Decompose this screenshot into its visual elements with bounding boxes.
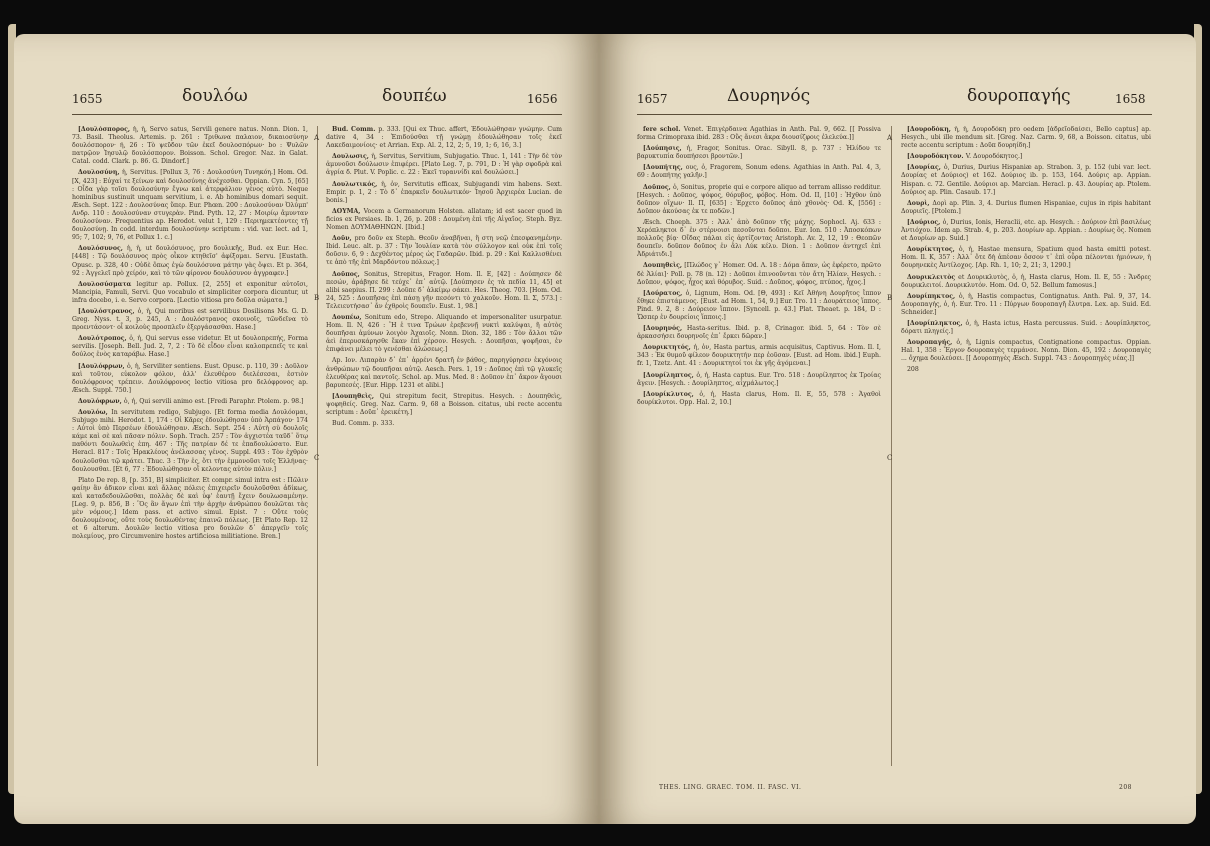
entry-paragraph xyxy=(72,245,308,277)
entry-lemma: [Δουροδόκη, xyxy=(907,126,955,133)
entry-lemma: [Δουρίκλυτος, xyxy=(643,390,700,398)
entry-lemma: Δουρὶ, xyxy=(907,199,933,207)
entry-lemma: [Δούριος, xyxy=(907,218,943,226)
entry-paragraph xyxy=(72,477,308,542)
entry-paragraph xyxy=(637,219,881,259)
entry-text: et Δουρικλυτὸς, ὁ, ἡ, Hasta clarus, Hom. Il. Ε, 55 : Ἄνδρες δουρικλειτοί. Δουρικλυτόν. Hom. Od. Ο, 52. Bellum famosus.] xyxy=(901,273,1151,289)
entry-paragraph xyxy=(901,320,1151,336)
entry-lemma: Δουλωσις, xyxy=(332,153,372,161)
entry-lemma: Δουλόσυνος, xyxy=(78,245,127,253)
entry-paragraph xyxy=(637,372,881,388)
entry-text: ὁ, ἡ, Hasta ictus, Hasta percussus. Suid. : Δουρίπληκτος, δόρατι πληγείς.] xyxy=(901,319,1151,336)
entry-text: ὁ, ἡ, Hastis compactus, Contignatus. Anth. Pal. 9, 37, 14. Δουροπαγής, ὁ, ἡ. Eur. Tro. 11 : Πύργων δουροπαγῆ ἔλυτρα. Lex. ap. Suid. Ed. Schneider.] xyxy=(901,292,1151,316)
left-margin-letter-c: C xyxy=(314,454,320,462)
entry-lemma: Δουλότροπος, xyxy=(78,335,130,343)
entry-paragraph xyxy=(326,314,562,354)
entry-lemma: Δουρίκτητος, xyxy=(907,246,959,254)
entry-lemma: [Δουροδόκητον. xyxy=(907,153,966,161)
entry-text: ἡ, Servitus. [Pollux 3, 76 : Δουλοσύνη Τυνηκόη.] Hom. Od. [X, 423] : Εὐχαί τε ξείνων καὶ δουλοσύνης ἀνέχεσθαι. Oppian. Cyn. 5, [65] : Οἶδα γὰρ τοῖσι δουλοσύνην ἔγνω καὶ ἀτερφάλιον γένος αὐτὸ. Neque hominibus sustinuit unquam servitium, i. e. Ab hominibus domari sequit. Æsch. Sept. 122 : Δουλοσύνας ὕπερ. Eur. Phœn. 200 : Δουλοσύναν Ὀλύμπ' Ανδρ. 110 : Δουλοσύναν στυγερὰν. Pind. Pyth. 12, 27 : Μοιρίῳ ἄμυνταν δουλοσύναν. Frequentius ap. Herodot. velut 1, 129 : Περιημεκτέοντες τῇ δουλοσύνῃ. In codd. interdum δουλοσύνην scriptum : vid. var. lect. ad 1, 95; 7, 102; 9, 76, et Pollux 1. c.] xyxy=(72,169,308,242)
entry-text: Hasta-seritus. Ibid. p. 8, Crinagor. ibid. 5, 64 : Τὸν σὲ ἀρκασσήσει δουρηνοῖς ἐπ᾽ ἔρκει δῶραν.] xyxy=(637,325,881,341)
entry-text: ὁ, Lignum, Hom. Od. [Θ, 493] : Κεῖ Ἀθήνη Δουρῆτος ἵππον ἔθηκε ἐπιστάμενος. [Eust. ad Hom. 1, 54, 9.] Eur. Tro. 11 : Δουράτειος ἵππος. Pind. 9. 2, 8 : Δούρειον ἵππον. [Syncell. p. 43.] Plat. Theaet. p. 184, D : Ὥσπερ ἐν δουρείοις ἵπποις.] xyxy=(637,289,881,321)
entry-text: ἡ, ἡ, Servo satus, Servili genere natus. Nonn. Dion. 1, 73. Basil. Theolus. Artemis. p. 261 : Τριθωνα παλαιον, δικαιοσύνην δουλόσπορον· ή, 26 : Τὸ ψεῦδον τῶν ἐκεῖ δουλοσπόρων· bo : Ψυλῶν πατρῷον Ἰησυλῷ δουλόσπορον. Boisson. Schol. Gregor. Naz. in Galat. Catal. codd. Clark. p. 86. G. Dindorf.] xyxy=(72,126,308,166)
entry-text: ἡ, ἡ, Δουροδόκη pro oedem [ἀδρεῖοδαίσει, Bello captus] ap. Hesych., ubi ille mendum sit. [Greg. Naz. Carm. 9, 68, a Boisson. citatus, ubi recte accentu scriptum : Δοῦπ δουρηίδη.] xyxy=(901,126,1151,150)
entry-lemma: fere schol. xyxy=(643,126,684,133)
left-running-head xyxy=(72,86,562,112)
entry-paragraph xyxy=(72,126,308,166)
entry-paragraph xyxy=(637,145,881,161)
entry-lemma: [Δουρηνός, xyxy=(643,325,687,333)
entry-lemma: [Δουλόφρων, xyxy=(78,362,127,370)
entry-text: pro δοῦν ex Steph. Θεοῦν ἀναβῆναι, ἢ στη νεῷ ἐπεσφανημένην. Ibid. Leuc. alt. p. 37 : Τὴν Ἰουλίαν κατὰ τὸν σύλλογον καὶ οὐκ ἐπὶ τοῖς δοῦσιν. 6, 9 : Δεχθέντος μέρος ὡς Γαδαρῶν. Ibid. p. 29 : Καὶ Καλλισθένει τε ἀπὸ τῆς ἐπὶ Μαρδόντου πόλεως.] xyxy=(326,235,562,267)
entry-paragraph xyxy=(901,246,1151,270)
left-column-2 xyxy=(326,126,562,776)
entry-text: Sonitum edo, Strepo. Aliquando et impersonaliter usurpatur. Hom. Il. N, 426 : Ἢ ἑ τινα Τρώων ἐρεβεννῇ νυκτὶ καλύψαι, ἢ αὐτὸς δουπῆσαι ἀμύνων λοιγὸν Ἀχαιοῖς. Nonn. Dion. 32, 186 : Τὸν ἄλλοι τῶν ἀεὶ ἐπερυσκάρησθε ἔκαν ἐπὶ χέρσον. Hesych. : Δουπῆσαι, ψοφῆσαι, ἐν ἐπιφάνει μέλει τὸ γενέσθαι ἀλώσεως.] xyxy=(326,313,562,354)
entry-lemma: [Δουπήτης, xyxy=(643,164,686,172)
column-trailer: Bud. Comm. p. 333. xyxy=(332,420,395,428)
right-margin-letter-b: B xyxy=(887,294,893,302)
entry-text: ὁ, Sonitus, proprie qui e corpore aliquo ad terram allisso redditur. [Hesych. : Δοῦπος, ψόφος, θόρυβος, φόβος. Hom. Od. II, [10] : Ἡχθον ὑπὸ δοῦπον οἴχων· Il. Π, [635] : Ἐρχετο δοῦπος ἀπὸ χθονὸς· Od. K, [556] : Δοῦπον ἀκούσας ἐκ τε ποδῶν.] xyxy=(637,183,881,215)
entry-paragraph xyxy=(901,153,1151,161)
entry-lemma: [Δουρίας, xyxy=(907,164,944,172)
entry-text: Æsch. Choeph. 375 : Ἀλλ᾽ ἀπὸ δοῦπον τῆς μάχης. Sophocl. Aj. 633 : Χερόπληκτοι δ᾽ ἐν στέρνοισι πεσοῦνται δοῦποι. Eur. Ion. 510 : Ἀποσκόπων πολλοῦς βίᾳ· Οἴδας πάλαι εἰς ἀρτίζοντας Aristoph. Av. 2, 12, 19 : Θεοπῶν δουπεῖν. δοῦπον δοῦπος ἐν ἅλι Λύκ κέλυ. Dion. 1 : Δοῦπον ἀντηχεῖ ἐπὶ Ἀδριάτιδι.] xyxy=(637,218,881,259)
entry-lemma: Δουλόω, xyxy=(78,409,112,416)
entry-text: ὁ, ἡ, Hastae mensura, Spatium quod hasta emitti potest. Hom. Il. Κ, 357 : Ἀλλ᾽ ὅτε δὴ ἀπέσαν ὅσσον τ᾽ ἐπὶ οὖρα πέλονται ἡμιόνων, ἡ δουρηνεκὲς Ἀντίλοχος. [Ap. Rh. 1, 10; 2, 21; 3, 1290.] xyxy=(901,246,1151,270)
left-head-rule xyxy=(72,114,562,115)
entry-text: ἡ, ὁν, Servitutis efficax, Subjugandi vim habens. Sext. Empir. p. 1, 2 : Τὸ δ᾽ ἐπαρκεῖν δουλωτικόν· Ἰησοῦ Ἀρχιερέα Lucian. de bonis.] xyxy=(326,180,562,204)
left-page xyxy=(14,34,599,824)
entry-lemma: Δουρικτητός, xyxy=(643,344,694,352)
entry-paragraph xyxy=(901,274,1151,290)
left-page-number-a: 1655 xyxy=(72,92,103,106)
left-headword-b: δουπέω xyxy=(382,86,447,106)
entry-paragraph xyxy=(326,271,562,311)
entry-paragraph xyxy=(901,293,1151,317)
entry-lemma: Δουπηθεὶς, xyxy=(643,262,685,270)
entry-lemma: [Δούρατος, xyxy=(643,289,686,297)
entry-paragraph xyxy=(72,281,308,305)
right-running-head xyxy=(637,86,1147,112)
entry-paragraph xyxy=(637,391,881,407)
entry-paragraph xyxy=(326,235,562,267)
entry-lemma: [Δουλόστρανος, xyxy=(78,307,138,315)
entry-paragraph xyxy=(72,335,308,359)
entry-paragraph xyxy=(72,409,308,474)
entry-text: ἡ, ὁν, Hasta partus, armis acquisitus, Captivus. Hom. Il. Ι, 343 : Ἐκ θυμοῦ φίλεον δουρικτητήν περ ἐοῦσαν. [Eust. ad Hom. ibid.] Euph. fr. 1, Tzetz. Ant. 41 : Δουρικτητοί τοι ἐκ γῆς ἀγόμεναι.] xyxy=(637,344,881,368)
entry-text: ἡ, ἡ, ut δουλόσυνος, pro δουλικῆς, Bud. ex Eur. Hec. [448] : Τῷ δουλόσυνος πρὸς οἶκον κτηθεῖσ' ἀφίξομαι. Servu. [Eustath. Opusc. p. 328, 40 : Οὐδὲ ὅπως ἐγὼ δουλόσυνα μάτην γὰς ὄψει. Et p. 364, 92 : Ἀγγελεῖ πρὸ χείρόν, καὶ τὸ τῶν φίρονον δουλόσυνον ἀγγραφεν.] xyxy=(72,245,308,277)
entry-text: Plato De rep. 8, [p. 351, B] simpliciter. Et compr. simul intra est : Πῶλιν φαίην ἂν ἀδικον εἶναι καὶ ἄλλας πόλεις ἐπιχειρεῖν δουλοῦσθαι ἀδίκως, καὶ καταδεδουλῶσθαι, πολλὰς δὲ καὶ ὑφ' ἑαυτῇ ἔχειν δουλωσαμένην. [Leg. 9, p. 856, B : Ὃς ἂν ἄγων ἐπὶ τὴν ἀρχὴν ἀνθρώπου δουλῶται τὰς μὲν νόμους.] Idem pass. et activo simul. Epist. 7 : Οὔτε τοὺς δουλουμένους, οὔτε τοὺς δουλωθέντας ἐπαινῶ πόλεως. [Et Plato Rep. 12 et 6 alterum. Δουλῶν lectio vitiosa pro δουλῶν δ᾽ ἀπεργεῖν τοῖς πολεμίους, pro Circumvenire hostes artificiosa militiatione. Bren.] xyxy=(72,476,308,541)
entry-lemma: Δουροπαγής, xyxy=(907,339,957,347)
entry-paragraph xyxy=(901,126,1151,150)
right-column-2 xyxy=(901,126,1151,776)
entry-paragraph xyxy=(72,398,308,406)
entry-text: ὁ, ἡ, Hasta clarus, Hom. Il. Ε, 55, 578 : Ἀγαθοὶ δουρίκλυτοι. Opp. Hal. 2, 10.] xyxy=(637,390,881,406)
entry-paragraph xyxy=(326,153,562,177)
entry-text: ὁ, ἡ, Qui servus esse videtur. Et ut δουλοπρεπής, Forma servilis. [Joseph. Bell. Jud. 2, 7, 2 : Τὸ δὲ εἶδον εἶναι καλοπρεπεῖς τε καὶ δούλος ἐνὸς καταράβω. Hase.] xyxy=(72,335,308,359)
entry-text: ὁ, ἡ, Qui servili animo est. [Fredi Paraphr. Ptolem. p. 98.] xyxy=(123,397,304,405)
entry-paragraph xyxy=(901,164,1151,196)
entry-text: ὁ, ἡ, Lignis compactus, Contignatione compactus. Oppian. Hal. 1, 358 : Ἔργον δουροπαγὲς τερμάνσε. Nonn. Dion. 45, 192 : Δουροπαγὲς ... ὄχημα δουλεύσει. [[ Δουροπηγὲς Æsch. Suppl. 743 : Δουροπηγὲς νέας.]] xyxy=(901,339,1151,363)
entry-text: V. Δουροδόκητος.] xyxy=(965,153,1023,161)
entry-text: ους, ὁ, Fragorem, Sonum edens. Agathias in Anth. Pal. 4, 3, 69 : Δουπήτης γαλῆν.] xyxy=(637,164,881,180)
entry-lemma: Δουπέω, xyxy=(332,313,365,321)
right-headword-a: Δουρηνός xyxy=(727,86,811,106)
right-margin-letter-a: A xyxy=(887,134,893,142)
right-page-number-b: 1658 xyxy=(1115,92,1146,106)
left-column-1 xyxy=(72,126,308,776)
entry-text: ὁ, Durius, Ionis, Heraclii, etc. ap. Hesych. : Δούριον ἐπὶ βασιλέως Ἀντιόχου. Idem ap. Strab. 4, p. 203. Δουρίων ap. Appian. : Δουρίως ὃς. Nomen et Δουρίων ap. Suid.] xyxy=(901,218,1151,243)
entry-paragraph xyxy=(637,126,881,142)
right-column-divider xyxy=(891,126,892,766)
entry-paragraph xyxy=(637,290,881,322)
right-page xyxy=(599,34,1196,824)
entry-paragraph xyxy=(901,339,1151,363)
entry-text: Vocem a Germanorum Holsten. allatam; id est sacer quod in ficios ex Persiaes. Ib. 1, 26, p. 208 : Δουμένη ἐπὶ τῆς Αἰγαῖος. Steph. Byz. Nomen ΔΟΥΜΑΘΗΝΩΝ. [Ibid.] xyxy=(326,207,562,232)
entry-lemma: [Δούπησις, xyxy=(643,145,687,153)
entry-lemma: Δουρικλειτὸς xyxy=(907,273,959,281)
right-head-rule xyxy=(637,114,1152,115)
entry-paragraph xyxy=(72,308,308,332)
entry-lemma: [Δουρίπληκτος, xyxy=(907,319,966,327)
entry-text: ὁ, Durius, Durius Hispaniæ ap. Strabon. 3, p. 152 (ubi var. lect. Δουρίας et Δούριος) et 162. Δούριος ib. p. 153, 164. Δούρις ap. Appian. Hispan. c. 72. Gentile. Δούριοι ap. Marcian. Heracl. p. 43. Δουρίας ap. Ptolem. Δούριος ap. Plin. Casaub. 17.] xyxy=(901,164,1151,196)
signature-number: 208 xyxy=(1119,784,1132,791)
left-headword-a: δουλόω xyxy=(182,86,248,106)
entry-paragraph xyxy=(637,262,881,286)
entry-paragraph xyxy=(901,200,1151,216)
entry-paragraph xyxy=(637,164,881,180)
entry-lemma: Δουρίπηκτος, xyxy=(907,292,959,300)
left-margin-letter-b: B xyxy=(314,294,320,302)
entry-paragraph xyxy=(326,181,562,205)
entry-paragraph xyxy=(326,393,562,417)
entry-lemma: Δουλόφρων, xyxy=(78,397,124,405)
right-column-1 xyxy=(637,126,881,776)
book-spread xyxy=(14,14,1196,832)
right-headword-b: δουροπαγής xyxy=(967,86,1071,106)
entry-text: ὁ, ἡ, Hasta captus. Eur. Tro. 518 : Δουρίληπτος ἐκ Τροίας ἄγειν. [Hesych. : Δουρίληπτος, αἰχμάλωτος.] xyxy=(637,371,881,387)
right-margin-letter-c: C xyxy=(887,454,893,462)
column-trailer: 208 xyxy=(907,366,919,374)
entry-lemma: Δοῦν, xyxy=(332,235,355,243)
entry-text: Qui strepitum fecit, Strepitus. Hesych. : Δουπηθεὶς, ψοφηθείς. Greg. Naz. Carm. 9, 68 a Boisson. citatus, ubi recte accentu scriptum : Δοῦπ᾽ ἐρεικέτη.] xyxy=(326,392,562,416)
entry-text: p. 333. [Qui ex Thuc. affert, Ἐδουλώθησαν γνώμην. Cum dative 4, 34 : Ἐπιδούσθαι τῇ γνώμῃ ἐδουλώθησαν τοῖς ἐκεῖ Λακεδαιμονίοις· et Arrian. Exp. Al. 2, 12, 2; 5, 19, 1; 6, 16, 3.] xyxy=(326,126,562,150)
entry-paragraph xyxy=(72,169,308,242)
entry-lemma: Δοῦπος, xyxy=(332,270,364,278)
entry-lemma: Δουλωτικός, xyxy=(332,180,382,188)
entry-text: Δορὶ ap. Plin. 3, 4. Durius flumen Hispaniae, cujus in ripis habitant Δουριεῖς. [Ptolem.] xyxy=(901,199,1151,215)
entry-paragraph xyxy=(326,357,562,389)
right-page-number-a: 1657 xyxy=(637,92,668,106)
entry-lemma: Δοῦπος, xyxy=(643,183,673,191)
entry-text: In servitutem redigo, Subjugo. [Et forma media Δουλόομαι, Subjugo mihi. Herodot. 1, 174 : Οἱ Κᾶρες ἐδουλώθησαν ὑπὸ Ἁρπάγου· 174 : Αὐτοὶ ὑπὸ Περσέων ἐδουλώθησαν. Æsch. Sept. 254 : Αὐτὴ σὺ δουλοῖς κάμε καὶ σὲ καὶ πᾶσαν πόλιν. Soph. Trach. 257 : Τὸν ἀγχιστέα ταῦδ᾽ ὅτῳ παθόντι δουλωθεὶς ἐπη. 467 : Τῆς πατρίαν δέ τε ἐπαδουλώσατο. Eur. Heracl. 817 : Τοῖς Ἡρακλέους ἀνέλασσας γένος. Suppl. 493 : Τὸν ἐχθρὸν δουλοῦσθαι τῷ κράτει. Thuc. 3 : Τὴν ἐς, ὅτι τὴν ἐμμονοῦσι τοῖς Ἐλλήνας· δουλουσθαι. [Et 6, 77 : Ἐδουλώθησαν οἳ κελοντας αὐτὸν πόλιν.] xyxy=(72,409,308,473)
entry-lemma: Δουλοσύσματα xyxy=(78,280,137,288)
entry-lemma: ΔΟΥΜΑ, xyxy=(332,207,364,215)
entry-paragraph xyxy=(637,344,881,368)
entry-lemma: [Δουρίληπτος, xyxy=(643,371,697,379)
entry-text: Sonitus, Strepitus, Fragor. Hom. Il. E, [42] : Δούπησεν δὲ πεσών, ἀράβησε δὲ τεύχε᾽ ἐπ᾽ αὐτῷ. [Δούπησεν ἐς τὰ πεδία 11, 45] et alibi saepius. Π. 299 : Δοῦπε δ᾽ ἀλκίμῳ σάκει. Hes. Theog. 703. [Hom. Od. 24, 525 : Δουπῆσας ἐπὶ πάσῃ γῆν πεσόντι τὸ χαλκοῦν. Hom. Il. Σ, 573.] : Τελειευτήσασ᾽ ἄν ἐχθροὶς δουπεῖν. Eust. 1, 98.] xyxy=(326,270,562,310)
entry-lemma: Δουλοσύνη, xyxy=(78,169,123,177)
entry-text: Ap. Ιον. Λιπαρὰν δ᾽ ἐπ᾽ ἀρρένι δρατῆ ἐν βάθος, παρηγύρησεν ἐκγόνοις ἀνθρώπων τῷ δουπῆσαι αὐτῷ. Aesch. Pers. 1, 19 : Δοῦπος ἐπὶ τῷ γλυκεῖς ἐλευθέρας καὶ παντοῖς. Schol. ap. Mus. Med. 8 : Δοῦπον ἐπ᾽ ἄκρον ἄγουσι βαρυπεσές. [Eur. Hipp. 1231 et alibi.] xyxy=(326,357,562,389)
entry-text: Venet. Ἐπιγέρδαινα Agathias in Anth. Pal. 9, 662. [[ Possiva forma Crimopraxa ibid. 283 : Οὓς ἄνεσι ἄκρα διουσίζφοις ἐλελεύα.]] xyxy=(637,126,881,142)
entry-paragraph xyxy=(72,363,308,395)
entry-text: ἡ, Servitus, Servitium, Subjugatio. Thuc. 1, 141 : Τὴν δὲ τὸν ἀμυνοῦσι δούλωσιν ἐπιφέρει. [Plato Leg. 7, p. 791, D : Ἡ γὰρ σφοδρὰ καὶ ἀγρία δ. Plut. V. Poplic. c. 22 : Ἐκεῖ τυραννίδι καὶ δουλώσει.] xyxy=(326,153,562,177)
left-page-number-b: 1656 xyxy=(527,92,558,106)
entry-paragraph xyxy=(326,208,562,232)
entry-text: ὁ, ἡ, Qui moribus est servilibus Dosilisons Ms. G. D. Greg. Nyss. t. 3, p. 245, A : Δουλόστρανος σκοινοῖς, τῶνδεῖνα τὸ προεντάσοντ· οἷ κοιλοὺς προσπλεῖν ἐξεργάσασθαι. Hase.] xyxy=(72,307,308,332)
entry-text: [Πλώδος γ᾽ Homer. Od. Λ. 18 : Δόμα ἄπαν, ὡς ἐφέρετο, πρῶτο δὲ Ἁλίαι]· Poll. p. 78 (n. 12) : Δοῦποι ἐπινοοῦνται τὸν ἄτη Ἡλίαν. Hesych. : Δοῦπον, ψόφος, ἦχος καὶ θόρυβος. Suid. : Δοῦπος, φόφος, πτύπος, ἦχος.] xyxy=(637,262,881,286)
entry-text: ὁ, ἡ, Serviliter sentiens. Eust. Opusc. p. 110, 39 : Δοῦλον καὶ τοῦτον, εὐκολον φόλον, ἀλλ' ἐλευθέρου διελέσεσαι, ἐστιὸν δουλόφρονος τρέπειν. Δουλόφρονος lectio vitiosa pro δελόφρονος ap. Æsch. Suppl. 750.] xyxy=(72,362,308,394)
entry-paragraph xyxy=(326,126,562,150)
signature-footer: THES. LING. GRAEC. TOM. II. FASC. VI. xyxy=(659,784,802,791)
entry-paragraph xyxy=(637,325,881,341)
entry-paragraph xyxy=(901,219,1151,243)
entry-lemma: Bud. Comm. xyxy=(332,126,379,133)
entry-text: ἡ, Fragor, Sonitus. Orac. Sibyll. 8, p. 737 : Ἡλίδου τε βαρυκτυπία δουπήσεσι βροντῶν.] xyxy=(637,145,881,161)
left-column-divider xyxy=(317,126,318,766)
entry-text: legitur ap. Pollux. [2, 255] et exponitur αὐτοῖσι, Mancipia, Famuli, Servi. Quo vocabulo et simpliciter corpora dicuntur, ut infra docebo, i. e. Servo corpora. [Lectio vitiosa pro δοῦλα σώματα.] xyxy=(72,280,308,304)
entry-lemma: [Δουλόσπορος, xyxy=(78,126,133,133)
entry-paragraph xyxy=(637,184,881,216)
left-margin-letter-a: A xyxy=(314,134,320,142)
entry-lemma: [Δουπηθεὶς, xyxy=(332,392,380,400)
